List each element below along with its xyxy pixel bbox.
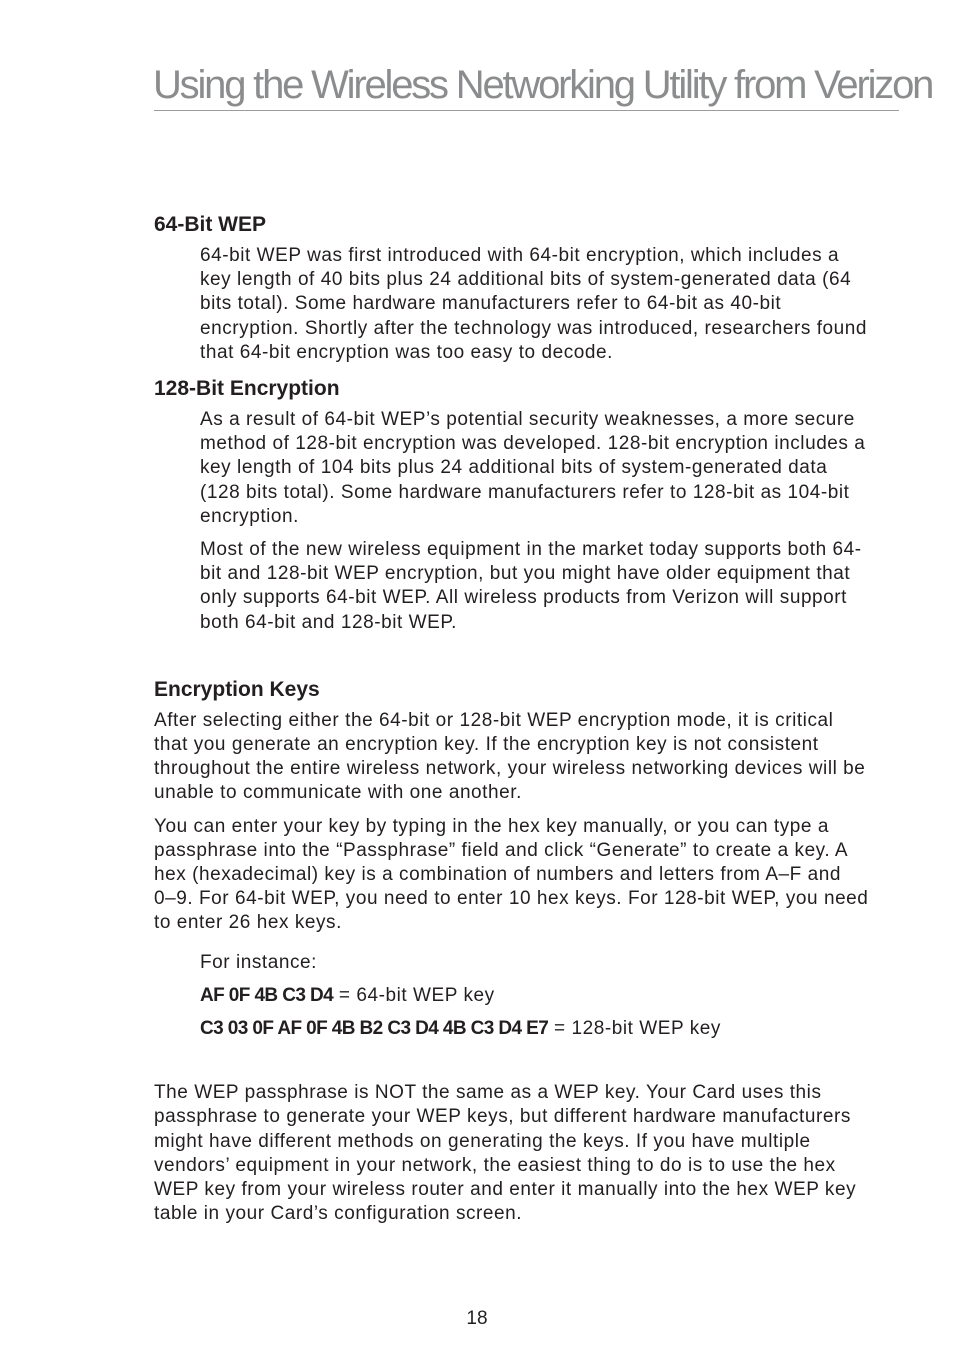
paragraph-encryption-keys-hex: You can enter your key by typing in the hex key manually, or you can type a passphrase into the “Passphrase” field and click “Generate” to create a key. A hex (hexadecimal) key is a combination of numbers and letters from A–F and 0–9. For 64-bit WEP, you need to enter 10 hex keys. For 128-bit WEP, you need to enter 26 hex keys. (154, 815, 869, 934)
page-number: 18 (466, 1308, 488, 1329)
example-128bit-key-desc: = 128-bit WEP key (548, 1018, 721, 1040)
paragraph-64bit-wep: 64-bit WEP was first introduced with 64-bit encryption, which includes a key length of 40 bits plus 24 additional bits of system-generated data (64 bits total). Some hardware manufacturers refer to 64-bit as 40-bit encryption. Shortly after the technology was introduced, researchers found that 64-bit encryption was too easy to decode. (200, 245, 867, 363)
paragraph-128bit-weakness: As a result of 64-bit WEP’s potential security weaknesses, a more secure method of 128-bit encryption was developed. 128-bit encryption includes a key length of 104 bits plus 24 additional bits of system-generated data (128 bits total). Some hardware manufacturers refer to 128-bit as 104-bit encryption. (200, 409, 866, 527)
page-header-title: Using the Wireless Networking Utility from Verizon (153, 63, 933, 107)
header-divider (154, 110, 899, 111)
instance-label: For instance: (200, 951, 317, 973)
section-heading-encryption-keys: Encryption Keys (154, 677, 320, 701)
paragraph-wep-passphrase: The WEP passphrase is NOT the same as a WEP key. Your Card uses this passphrase to generate your WEP keys, but different hardware manufacturers might have different methods on generating the keys. If you have multiple vendors’ equipment in your network, the easiest thing to do is to use the hex WEP key from your wireless router and enter it manually into the hex WEP key table in your Card’s configuration screen. (154, 1082, 857, 1225)
example-128bit-key (200, 1017, 869, 1041)
example-64bit-key-code: AF 0F 4B C3 D4 (200, 984, 334, 1006)
section-heading-128bit-encryption: 128-Bit Encryption (154, 377, 340, 401)
paragraph-encryption-keys-intro: After selecting either the 64-bit or 128-bit WEP encryption mode, it is critical that you generate an encryption key. If the encryption key is not consistent throughout the entire wireless network, your wireless networking devices will be unable to communicate with one another. (154, 709, 866, 804)
section-heading-64bit-wep: 64-Bit WEP (154, 213, 267, 236)
example-64bit-key (200, 984, 869, 1008)
page-content (154, 210, 869, 1236)
paragraph-128bit-support: Most of the new wireless equipment in the market today supports both 64-bit and 128-bit WEP encryption, but you might have older equipment that only supports 64-bit WEP. All wireless products from Verizon will support both 64-bit and 128-bit WEP. (200, 539, 862, 633)
example-128bit-key-code: C3 03 0F AF 0F 4B B2 C3 D4 4B C3 D4 E7 (200, 1018, 549, 1040)
example-64bit-key-desc: = 64-bit WEP key (333, 984, 495, 1006)
